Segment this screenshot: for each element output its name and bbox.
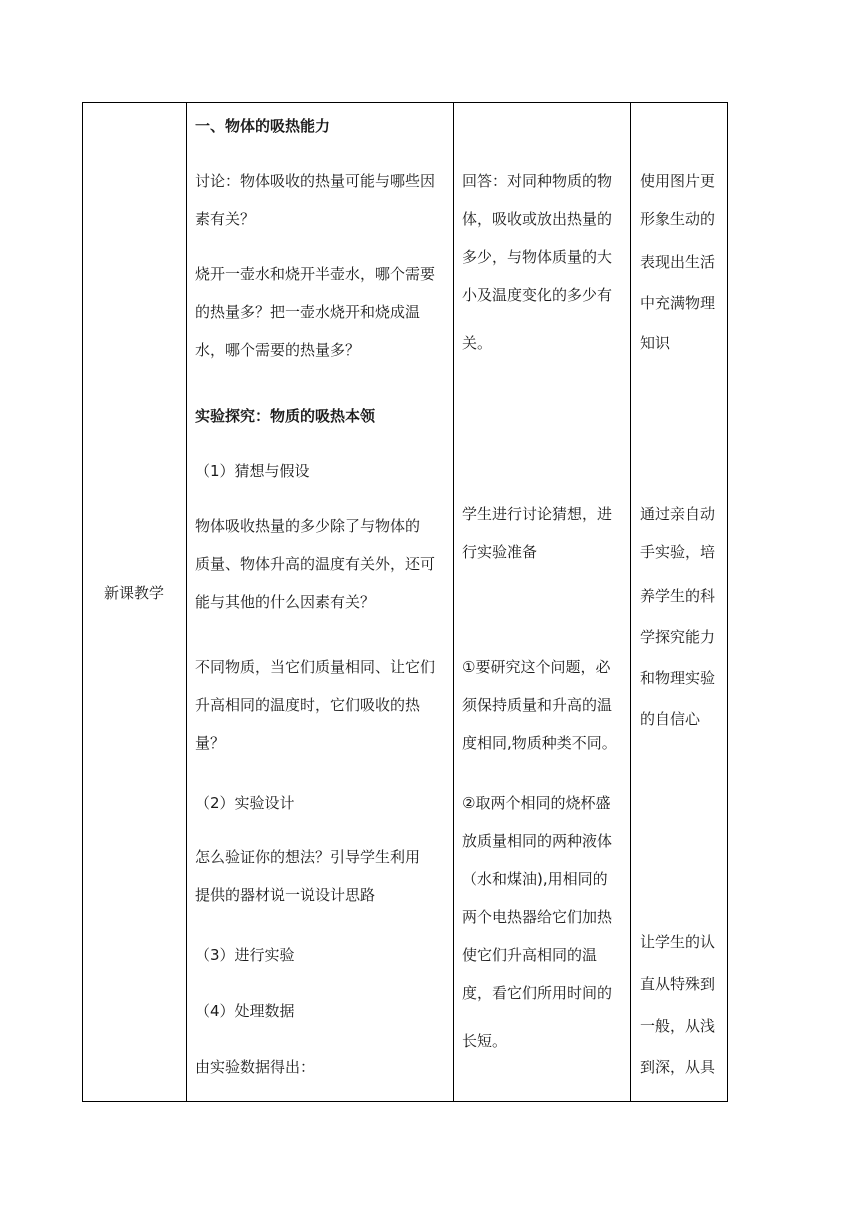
discussion-text-line: 素有关？ <box>195 210 256 228</box>
student-answer-line: 关。 <box>462 334 493 352</box>
discussion-text-line: 讨论：物体吸收的热量可能与哪些因 <box>195 172 436 190</box>
column-divider-3 <box>630 102 631 1102</box>
student-condition-2-line: 放质量相同的两种液体 <box>462 832 613 850</box>
different-substance-line: 升高相同的温度时，它们吸收的热 <box>195 696 421 714</box>
intent-c-line: 到深，从具 <box>640 1058 716 1076</box>
intent-b-line: 手实验，培 <box>640 543 716 561</box>
step-process-data: （4）处理数据 <box>195 1002 295 1020</box>
hypothesis-text-line: 物体吸收热量的多少除了与物体的 <box>195 517 421 535</box>
kettle-question-line: 水，哪个需要的热量多？ <box>195 341 361 359</box>
student-answer-line: 多少，与物体质量的大 <box>462 248 613 266</box>
section-label: 新课教学 <box>103 584 164 602</box>
student-condition-1-line: 度相同,物质种类不同。 <box>462 734 617 752</box>
student-answer-line: 小及温度变化的多少有 <box>462 286 613 304</box>
hypothesis-text-line: 质量、物体升高的温度有关外，还可 <box>195 555 436 573</box>
table-bottom-border <box>82 1101 728 1102</box>
student-condition-1-line: ①要研究这个问题，必 <box>462 658 611 676</box>
student-condition-2-line: （水和煤油),用相同的 <box>462 870 608 888</box>
step-design: （2）实验设计 <box>195 794 295 812</box>
student-condition-2-line: 使它们升高相同的温 <box>462 946 598 964</box>
intent-a-line: 知识 <box>640 334 671 352</box>
step-conduct: （3）进行实验 <box>195 946 295 964</box>
kettle-question-line: 的热量多？把一壶水烧开和烧成温 <box>195 303 421 321</box>
table-border-left <box>82 102 83 1102</box>
section-heading-experiment: 实验探究：物质的吸热本领 <box>195 407 376 425</box>
different-substance-line: 不同物质，当它们质量相同、让它们 <box>195 658 436 676</box>
intent-a-line: 形象生动的 <box>640 210 716 228</box>
intent-a-line: 中充满物理 <box>640 294 716 312</box>
intent-a-line: 使用图片更 <box>640 172 716 190</box>
intent-c-line: 让学生的认 <box>640 933 716 951</box>
intent-b-line: 和物理实验 <box>640 669 716 687</box>
table-top-border <box>82 102 728 103</box>
section-heading-absorb-heat: 一、物体的吸热能力 <box>195 117 331 135</box>
intent-b-line: 养学生的科 <box>640 587 716 605</box>
intent-a-line: 表现出生活 <box>640 253 716 271</box>
intent-c-line: 直从特殊到 <box>640 975 716 993</box>
conclusion-text: 由实验数据得出： <box>195 1058 316 1076</box>
student-answer-line: 回答：对同种物质的物 <box>462 172 613 190</box>
intent-b-line: 通过亲自动 <box>640 505 716 523</box>
column-divider-1 <box>186 102 187 1102</box>
intent-b-line: 学探究能力 <box>640 628 716 646</box>
verify-text-line: 提供的器材说一说设计思路 <box>195 886 376 904</box>
student-prep-line: 行实验准备 <box>462 543 538 561</box>
verify-text-line: 怎么验证你的想法？引导学生利用 <box>195 848 421 866</box>
student-condition-1-line: 须保持质量和升高的温 <box>462 696 613 714</box>
intent-b-line: 的自信心 <box>640 710 701 728</box>
column-divider-2 <box>453 102 454 1102</box>
student-prep-line: 学生进行讨论猜想，进 <box>462 505 613 523</box>
student-condition-2-line: 长短。 <box>462 1032 508 1050</box>
kettle-question-line: 烧开一壶水和烧开半壶水，哪个需要 <box>195 265 436 283</box>
student-condition-2-line: 两个电热器给它们加热 <box>462 908 613 926</box>
intent-c-line: 一般，从浅 <box>640 1017 716 1035</box>
step-hypothesis: （1）猜想与假设 <box>195 462 310 480</box>
student-condition-2-line: ②取两个相同的烧杯盛 <box>462 794 611 812</box>
table-border-right <box>727 102 728 1102</box>
student-answer-line: 体，吸收或放出热量的 <box>462 210 613 228</box>
hypothesis-text-line: 能与其他的什么因素有关？ <box>195 593 376 611</box>
student-condition-2-line: 度，看它们所用时间的 <box>462 984 613 1002</box>
different-substance-line: 量？ <box>195 734 226 752</box>
